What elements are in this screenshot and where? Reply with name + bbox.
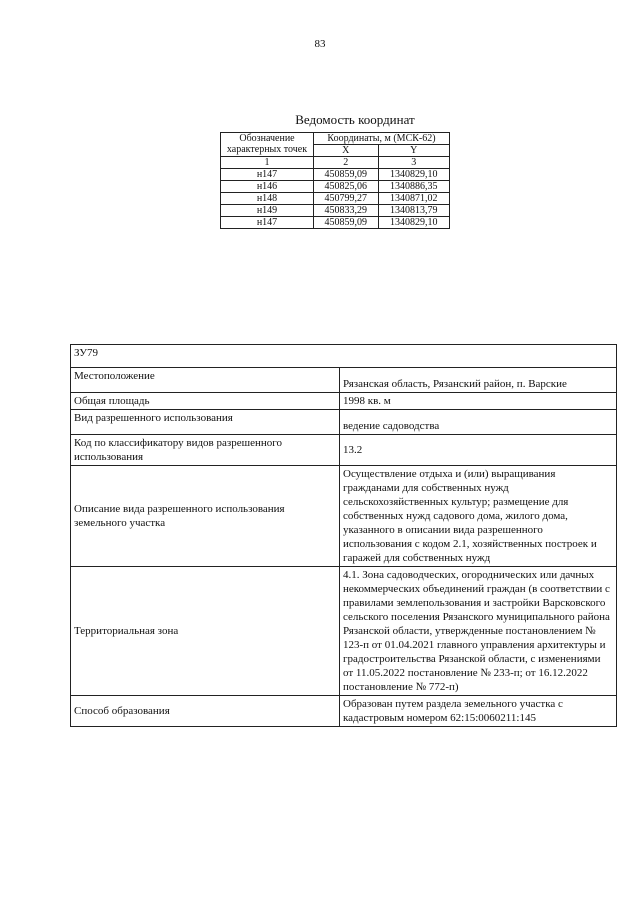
table-row [71, 466, 617, 567]
attribute-value: Рязанская область, Рязанский район, п. Варские [340, 368, 617, 393]
x-header: X [314, 145, 379, 157]
table-row [71, 696, 617, 727]
attribute-label: Общая площадь [71, 393, 340, 410]
point-id: н147 [221, 169, 314, 181]
y-value: 1340829,10 [378, 169, 449, 181]
y-value: 1340829,10 [378, 217, 449, 229]
point-id: н147 [221, 217, 314, 229]
coordinates-title: Ведомость координат [295, 112, 415, 127]
attribute-label: Территориальная зона [71, 567, 340, 696]
coordinates-header: Координаты, м (МСК-62) [314, 133, 450, 145]
x-value: 450799,27 [314, 193, 379, 205]
attribute-label: Описание вида разрешенного использования земельного участка [71, 466, 340, 567]
attribute-value: 13.2 [340, 435, 617, 466]
attribute-label: Способ образования [71, 696, 340, 727]
table-row [221, 169, 450, 181]
attribute-label: Вид разрешенного использования [71, 410, 340, 435]
table-row [71, 435, 617, 466]
y-value: 1340871,02 [378, 193, 449, 205]
table-row [71, 393, 617, 410]
table-row [221, 217, 450, 229]
column-number: 1 [221, 157, 314, 169]
points-header: Обозначение характерных точек [221, 133, 314, 157]
land-plot-attributes-table [70, 344, 617, 727]
x-value: 450859,09 [314, 169, 379, 181]
attribute-label: Код по классификатору видов разрешенного использования [71, 435, 340, 466]
page-number: 83 [314, 38, 326, 50]
y-value: 1340813,79 [378, 205, 449, 217]
attribute-value: Осуществление отдыха и (или) выращивания гражданами для собственных нужд сельскохозяйственных культур; размещение для собственных нужд садового дома, жилого дома, указанного в описании вида разрешенного использования с кодом 2.1, хозяйственных построек и гаражей для собственных нужд [340, 466, 617, 567]
point-id: н148 [221, 193, 314, 205]
point-id: н149 [221, 205, 314, 217]
table-row [71, 368, 617, 393]
column-number: 3 [378, 157, 449, 169]
y-value: 1340886,35 [378, 181, 449, 193]
column-number: 2 [314, 157, 379, 169]
attribute-value: 4.1. Зона садоводческих, огороднических или дачных некоммерческих объединений граждан (в соответствии с правилами землепользования и застройки Варсковского сельского поселения Рязанского муниципального района Рязанской области, утвержденные постановлением № 123-п от 01.04.2021 главного управления архитектуры и градостроительства Рязанской области, с изменениями от 11.05.2022 постановление № 233-п; от 16.12.2022 постановление № 772-п) [340, 567, 617, 696]
coordinates-table [220, 132, 450, 229]
table-row [221, 181, 450, 193]
table-row [221, 193, 450, 205]
attribute-label: Местоположение [71, 368, 340, 393]
attribute-value: 1998 кв. м [340, 393, 617, 410]
y-header: Y [378, 145, 449, 157]
x-value: 450859,09 [314, 217, 379, 229]
section-id: ЗУ79 [71, 345, 617, 368]
column-number-row [221, 157, 450, 169]
attribute-value: ведение садоводства [340, 410, 617, 435]
point-id: н146 [221, 181, 314, 193]
table-row [71, 410, 617, 435]
section-header-row [71, 345, 617, 368]
attribute-value: Образован путем раздела земельного участка с кадастровым номером 62:15:0060211:145 [340, 696, 617, 727]
table-row [221, 205, 450, 217]
table-row [71, 567, 617, 696]
x-value: 450833,29 [314, 205, 379, 217]
x-value: 450825,06 [314, 181, 379, 193]
